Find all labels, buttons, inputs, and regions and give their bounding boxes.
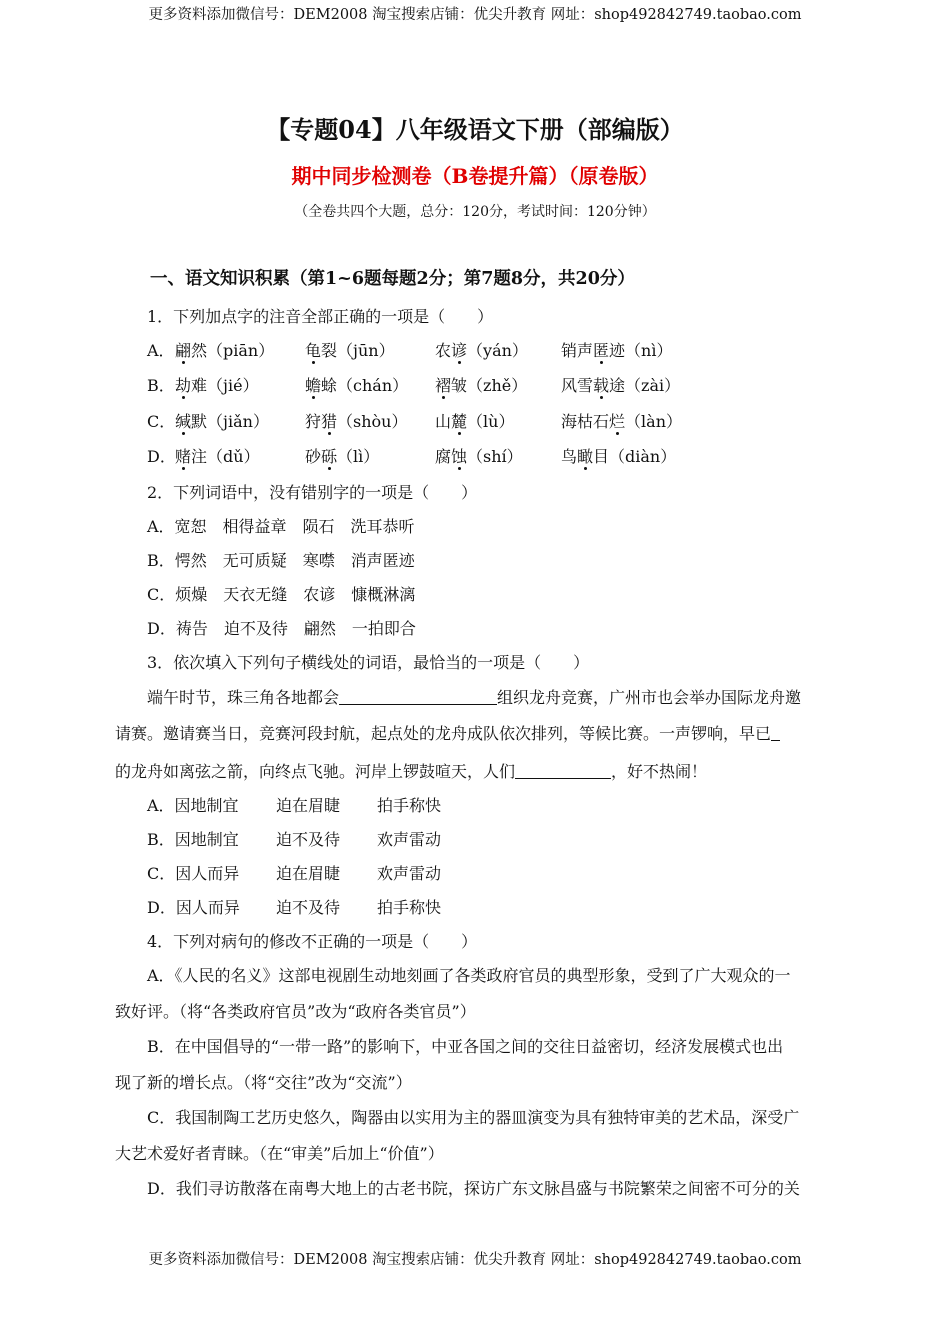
dotted-character: 褶 [435,376,452,395]
dotted-character: 载 [593,376,610,395]
dotted-character: 匿 [593,341,610,360]
question-1-option-c-label: C． [147,412,176,431]
question-1-option-c-word: 海枯石烂（làn） [561,412,682,431]
passage-text: 的龙舟如离弦之箭，向终点飞驰。河岸上锣鼓喧天，人们 [115,762,516,781]
question-1-option-c-word: 山麓（lù） [435,412,515,431]
question-3-option-b-term: 迫不及待 [276,830,341,849]
dotted-character: 猎 [321,412,338,431]
question-1-option-b-word: 风雪载途（zài） [561,376,681,395]
question-1-option-a-label: A． [147,341,175,360]
question-1-option-d-word: 赌注（dǔ） [175,447,260,466]
question-1-option-a-word: 农谚（yán） [435,341,528,360]
question-3-option-b-term: 欢声雷动 [377,830,442,849]
question-3-option-c-term: 迫在眉睫 [276,864,341,883]
question-2-option-a: A．宽恕 相得益章 陨石 洗耳恭听 [147,517,415,536]
passage-text: 请赛。邀请赛当日，竞赛河段封航，起点处的龙舟成队依次排列，等候比赛。一声锣响，早已 [115,724,772,743]
question-1-option-d-word: 砂砾（lì） [305,447,380,466]
dotted-character: 赌 [175,447,192,466]
dotted-character: 翩 [175,341,192,360]
question-3-option-a-term: 拍手称快 [377,796,442,815]
question-4-option-c-line-2: 大艺术爱好者青睐。（在“审美”后加上“价值”） [115,1144,444,1163]
question-4-option-a-line-2: 致好评。（将“各类政府官员”改为“政府各类官员”） [115,1002,476,1021]
question-1-option-a-word: 龟裂（jūn） [305,341,395,360]
question-3-option-c-term: C．因人而异 [147,864,240,883]
page-title: 【专题04】八年级语文下册（部编版） [266,115,684,144]
question-3-option-b-term: B．因地制宜 [147,830,239,849]
question-3-passage-line-2 [115,721,780,744]
question-1-option-d-word: 鸟瞰目（diàn） [561,447,677,466]
dotted-character: 蟾 [305,376,322,395]
question-3-option-d-term: D．因人而异 [147,898,240,917]
question-2-option-b: B．愕然 无可质疑 寒噤 消声匿迹 [147,551,415,570]
question-4-option-c-line-1: C．我国制陶工艺历史悠久，陶器由以实用为主的器皿演变为具有独特审美的艺术品，深受广 [147,1108,800,1127]
question-2-option-c: C．烦燥 天衣无缝 农谚 慷概淋漓 [147,585,416,604]
question-4-option-b-line-1: B．在中国倡导的“一带一路”的影响下，中亚各国之间的交往日益密切，经济发展模式也出 [147,1037,784,1056]
question-3-option-d-term: 拍手称快 [377,898,442,917]
question-1-option-a-word: 销声匿迹（nì） [561,341,673,360]
passage-text: ，好不热闹！ [611,762,708,781]
question-1-option-d-label: D． [147,447,176,466]
question-3-option-a-term: A．因地制宜 [147,796,239,815]
dotted-character: 瞰 [577,447,594,466]
dotted-character: 缄 [175,412,192,431]
question-3-option-d-term: 迫不及待 [276,898,341,917]
dotted-character: 龟 [305,341,322,360]
dotted-character: 劫 [175,376,192,395]
question-2-stem: 2．下列词语中，没有错别字的一项是（ ） [147,483,478,502]
dotted-character: 砾 [321,447,338,466]
dotted-character: 谚 [451,341,468,360]
question-1-option-a-word: 翩然（piān） [175,341,275,360]
question-3-passage-line-1 [147,685,801,708]
page-subtitle: 期中同步检测卷（B卷提升篇）（原卷版） [291,164,659,188]
question-1-option-d-word: 腐蚀（shí） [435,447,523,466]
question-1-option-b-word: 蟾蜍（chán） [305,376,409,395]
answer-blank [515,762,611,779]
question-3-passage-line-3 [115,759,707,782]
passage-text: 端午时节，珠三角各地都会 [147,688,340,707]
answer-blank [771,724,780,741]
page-footer: 更多资料添加微信号：DEM2008 淘宝搜索店铺：优尖升教育 网址：shop492842749.taobao.com [148,1252,802,1268]
question-3-option-a-term: 迫在眉睫 [276,796,341,815]
question-1-stem: 1．下列加点字的注音全部正确的一项是（ ） [147,307,494,326]
dotted-character: 蚀 [451,447,468,466]
question-1-option-c-word: 缄默（jiǎn） [175,412,269,431]
question-4-option-d-line-1: D．我们寻访散落在南粤大地上的古老书院，探访广东文脉昌盛与书院繁荣之间密不可分的关 [147,1179,800,1198]
answer-blank [339,688,497,705]
question-4-option-a-line-1: A．《人民的名义》这部电视剧生动地刻画了各类政府官员的典型形象，受到了广大观众的一 [147,966,791,985]
dotted-character: 烂 [609,412,626,431]
dotted-character: 麓 [451,412,468,431]
exam-meta: （全卷共四个大题，总分：120分，考试时间：120分钟） [294,204,656,220]
passage-text: 组织龙舟竞赛，广州市也会举办国际龙舟邀 [497,688,802,707]
question-1-option-b-label: B． [147,376,175,395]
page-header: 更多资料添加微信号：DEM2008 淘宝搜索店铺：优尖升教育 网址：shop492842749.taobao.com [148,7,802,23]
question-3-stem: 3．依次填入下列句子横线处的词语，最恰当的一项是（ ） [147,653,590,672]
section-heading: 一、语文知识积累（第1~6题每题2分；第7题8分，共20分） [150,269,635,289]
question-2-option-d: D．祷告 迫不及待 翩然 一拍即合 [147,619,416,638]
question-1-option-b-word: 褶皱（zhě） [435,376,528,395]
question-3-option-c-term: 欢声雷动 [377,864,442,883]
question-1-option-c-word: 狩猎（shòu） [305,412,408,431]
question-4-option-b-line-2: 现了新的增长点。（将“交往”改为“交流”） [115,1073,412,1092]
question-4-stem: 4．下列对病句的修改不正确的一项是（ ） [147,932,478,951]
question-1-option-b-word: 劫难（jié） [175,376,259,395]
